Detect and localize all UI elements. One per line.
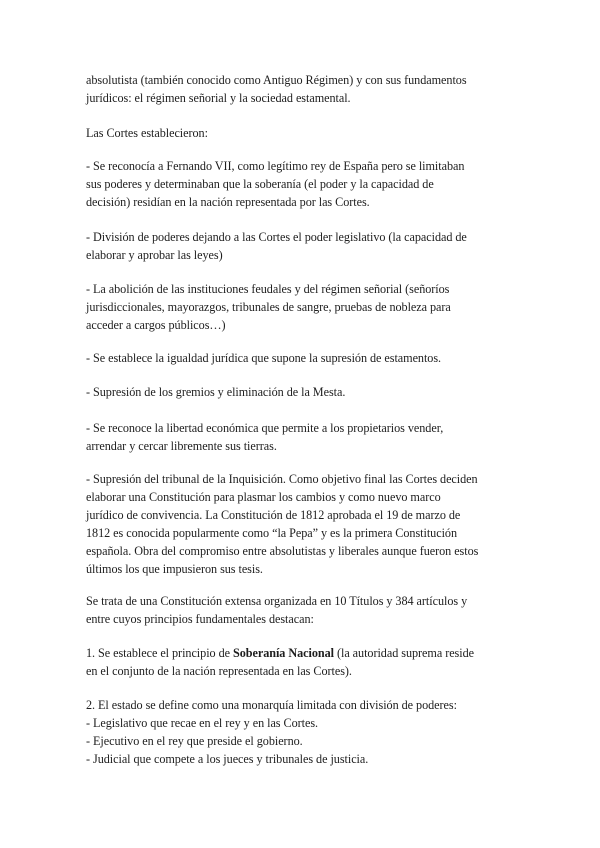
text-segment: (la autoridad suprema reside (333, 646, 474, 660)
text-line: - Supresión de los gremios y eliminación de la Mesta. (86, 385, 346, 399)
text-line: - Ejecutivo en el rey que preside el gobierno. (86, 734, 303, 749)
text-line: - División de poderes dejando a las Cortes el poder legislativo (la capacidad de (86, 230, 467, 244)
text-line: decisión) residían en la nación representada por las Cortes. (86, 195, 370, 210)
paragraph-monarquia-limitada (86, 696, 518, 768)
text-line: elaborar una Constitución para plasmar los cambios y como nuevo marco (86, 490, 441, 505)
bold-term: Soberanía Nacional (232, 646, 334, 660)
text-line: entre cuyos principios fundamentales destacan: (86, 612, 314, 627)
paragraph-abolicion-feudal (86, 280, 518, 334)
text-line: jurisdiccionales, mayorazgos, tribunales de sangre, pruebas de nobleza para (86, 300, 451, 315)
paragraph-constitucion-extensa (86, 592, 518, 628)
text-line: Las Cortes establecieron: (86, 126, 208, 140)
text-line: - Se reconocía a Fernando VII, como legítimo rey de España pero se limitaban (86, 159, 465, 173)
text-line: - Supresión del tribunal de la Inquisición. Como objetivo final las Cortes deciden (86, 472, 478, 486)
paragraph-soberania-nacional (86, 644, 518, 680)
paragraph-libertad-economica (86, 419, 518, 455)
text-line: jurídicos: el régimen señorial y la sociedad estamental. (86, 91, 351, 106)
text-line: jurídico de convivencia. La Constitución de 1812 aprobada el 19 de marzo de (86, 508, 461, 523)
text-line: 1812 es conocida popularmente como “la Pepa” y es la primera Constitución (86, 526, 458, 541)
text-line: - Se reconoce la libertad económica que permite a los propietarios vender, (86, 421, 444, 435)
text-segment: 1. Se establece el principio de (86, 646, 233, 660)
paragraph-igualdad-juridica (86, 349, 518, 367)
text-line: en el conjunto de la nación representada en las Cortes). (86, 664, 352, 679)
paragraph-intro (86, 71, 518, 107)
text-line: sus poderes y determinaban que la soberanía (el poder y la capacidad de (86, 177, 434, 192)
text-line: española. Obra del compromiso entre absolutistas y liberales aunque fueron estos (86, 544, 479, 559)
text-line: - Judicial que compete a los jueces y tribunales de justicia. (86, 752, 369, 767)
text-line: Se trata de una Constitución extensa organizada en 10 Títulos y 384 artículos y (86, 594, 468, 608)
text-line: absolutista (también conocido como Antiguo Régimen) y con sus fundamentos (86, 73, 467, 87)
paragraph-fernando-vii (86, 157, 518, 211)
text-line: arrendar y cercar libremente sus tierras. (86, 439, 277, 454)
text-line: - La abolición de las instituciones feudales y del régimen señorial (señoríos (86, 282, 450, 296)
text-line (86, 644, 518, 662)
paragraph-cortes-heading (86, 124, 518, 142)
text-line: elaborar y aprobar las leyes) (86, 248, 223, 263)
text-line: acceder a cargos públicos…) (86, 318, 226, 333)
text-line: 2. El estado se define como una monarquía limitada con división de poderes: (86, 698, 457, 712)
text-line: - Se establece la igualdad jurídica que supone la supresión de estamentos. (86, 351, 442, 365)
text-line: - Legislativo que recae en el rey y en las Cortes. (86, 716, 319, 731)
paragraph-gremios (86, 383, 518, 401)
paragraph-inquisicion (86, 470, 518, 579)
text-line: últimos los que impusieron sus tesis. (86, 562, 263, 577)
paragraph-division-poderes (86, 228, 518, 264)
